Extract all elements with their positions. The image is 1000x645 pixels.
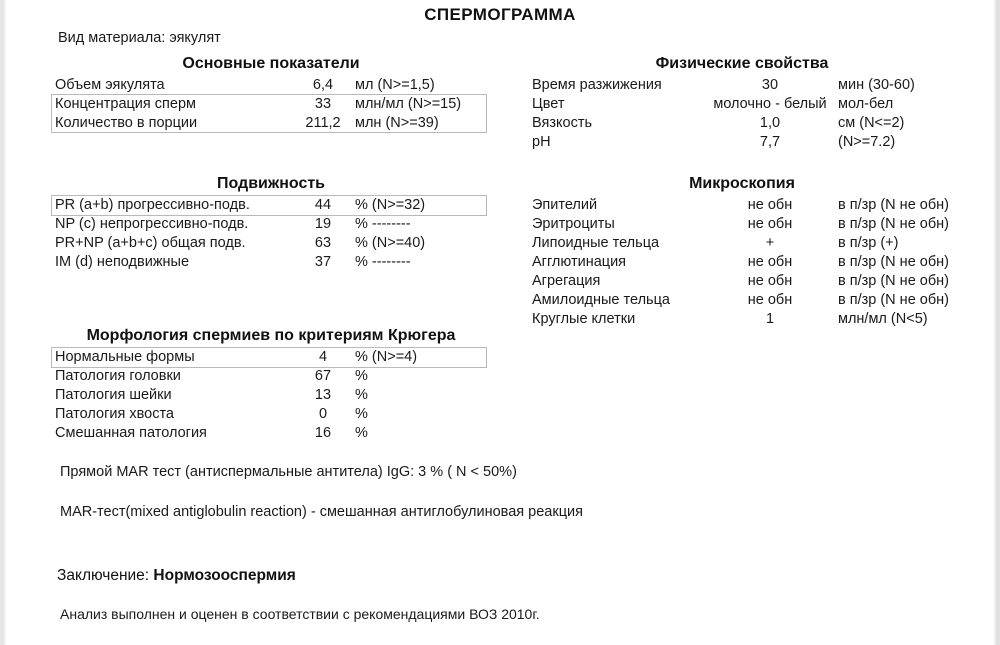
- row-label: Эпителий: [532, 197, 598, 213]
- row-unit: мин (30-60): [838, 77, 915, 93]
- microscopy-rows: [532, 196, 952, 329]
- row-label: IM (d) неподвижные: [55, 254, 190, 270]
- conclusion-line: [57, 567, 296, 585]
- table-row: [55, 114, 487, 133]
- section-title-basic-indicators: Основные показатели: [182, 55, 360, 72]
- row-label: Эритроциты: [532, 216, 615, 232]
- row-value: 67: [314, 368, 332, 384]
- row-label: Смешанная патология: [55, 425, 207, 441]
- row-unit: в п/зр (N не обн): [838, 197, 949, 213]
- row-value: не обн: [747, 273, 793, 289]
- row-value: 44: [314, 197, 332, 213]
- row-unit: %: [355, 368, 368, 384]
- material-type-line: Вид материала: эякулят: [58, 30, 221, 46]
- row-unit: (N>=7.2): [838, 134, 896, 150]
- row-label: Амилоидные тельца: [532, 292, 670, 308]
- row-unit: % (N>=32): [355, 197, 426, 213]
- row-unit: мол-бел: [838, 96, 894, 112]
- row-value: не обн: [747, 254, 793, 270]
- table-row: [532, 114, 952, 133]
- row-label: Патология головки: [55, 368, 181, 384]
- page-edge-left-shadow: [0, 0, 7, 645]
- row-label: Патология шейки: [55, 387, 172, 403]
- table-row: [532, 272, 952, 291]
- row-unit: % (N>=40): [355, 235, 426, 251]
- row-unit: млн/мл (N<5): [838, 311, 928, 327]
- motility-rows: [55, 196, 487, 272]
- conclusion-value: Нормозооспермия: [153, 567, 296, 584]
- row-label: Концентрация сперм: [55, 96, 196, 112]
- row-unit: %: [355, 387, 368, 403]
- row-value: 6,4: [312, 77, 334, 93]
- section-morphology: [55, 327, 487, 443]
- row-value: 211,2: [305, 115, 341, 131]
- row-label: PR (a+b) прогрессивно-подв.: [55, 197, 250, 213]
- row-unit: % --------: [355, 216, 411, 232]
- row-label: Нормальные формы: [55, 349, 195, 365]
- section-basic-indicators: [55, 55, 487, 133]
- row-label: NP (c) непрогрессивно-подв.: [55, 216, 249, 232]
- physical-properties-rows: [532, 76, 952, 152]
- row-unit: %: [355, 406, 368, 422]
- row-label: Круглые клетки: [532, 311, 636, 327]
- table-row: [55, 196, 487, 215]
- mar-test-explanation-line: MAR-тест(mixed antiglobulin reaction) - смешанная антиглобулиновая реакция: [60, 504, 583, 520]
- row-unit: в п/зр (N не обн): [838, 292, 949, 308]
- row-unit: в п/зр (N не обн): [838, 273, 949, 289]
- row-label: Липоидные тельца: [532, 235, 660, 251]
- row-label: PR+NP (a+b+c) общая подв.: [55, 235, 246, 251]
- row-value: молочно - белый: [713, 96, 827, 112]
- row-value: +: [765, 235, 775, 251]
- conclusion-footnote: Анализ выполнен и оценен в соответствии с рекомендациями ВОЗ 2010г.: [60, 606, 540, 622]
- row-unit: в п/зр (+): [838, 235, 899, 251]
- row-label: Цвет: [532, 96, 565, 112]
- row-unit: млн (N>=39): [355, 115, 439, 131]
- row-value: 37: [314, 254, 332, 270]
- table-row: [532, 95, 952, 114]
- section-title-motility: Подвижность: [216, 175, 326, 192]
- table-row: [532, 234, 952, 253]
- table-row: [55, 367, 487, 386]
- row-unit: % --------: [355, 254, 411, 270]
- row-value: 4: [318, 349, 328, 365]
- row-value: 19: [314, 216, 332, 232]
- row-label: Вязкость: [532, 115, 593, 131]
- table-row: [532, 310, 952, 329]
- row-label: Объем эякулята: [55, 77, 165, 93]
- row-label: Патология хвоста: [55, 406, 174, 422]
- page-edge-right-shadow: [993, 0, 1000, 645]
- table-row: [55, 424, 487, 443]
- table-row: [55, 234, 487, 253]
- row-value: не обн: [747, 216, 793, 232]
- row-value: 13: [314, 387, 332, 403]
- row-unit: мл (N>=1,5): [355, 77, 435, 93]
- table-row: [532, 76, 952, 95]
- section-physical-properties: [532, 55, 952, 152]
- section-title-morphology: Морфология спермиев по критериям Крюгера: [86, 327, 456, 344]
- row-value: не обн: [747, 197, 793, 213]
- conclusion-label: Заключение:: [57, 567, 154, 584]
- row-value: 16: [314, 425, 332, 441]
- row-value: 1,0: [759, 115, 781, 131]
- row-value: не обн: [747, 292, 793, 308]
- table-row: [55, 386, 487, 405]
- table-row: [55, 348, 487, 367]
- table-row: [55, 95, 487, 114]
- row-unit: % (N>=4): [355, 349, 418, 365]
- table-row: [532, 133, 952, 152]
- table-row: [55, 405, 487, 424]
- row-value: 0: [318, 406, 328, 422]
- row-label: Агрегация: [532, 273, 601, 289]
- table-row: [532, 215, 952, 234]
- row-label: pH: [532, 134, 551, 150]
- table-row: [532, 291, 952, 310]
- table-row: [55, 76, 487, 95]
- section-microscopy: [532, 175, 952, 329]
- section-motility: [55, 175, 487, 272]
- table-row: [532, 253, 952, 272]
- table-row: [55, 253, 487, 272]
- page-title: СПЕРМОГРАММА: [424, 5, 576, 24]
- row-label: Количество в порции: [55, 115, 198, 131]
- row-label: Время разжижения: [532, 77, 662, 93]
- table-row: [532, 196, 952, 215]
- mar-test-result-line: Прямой MAR тест (антиспермальные антитела) IgG: 3 % ( N < 50%): [60, 464, 517, 480]
- section-title-physical-properties: Физические свойства: [655, 55, 829, 72]
- row-unit: в п/зр (N не обн): [838, 216, 949, 232]
- table-row: [55, 215, 487, 234]
- basic-indicators-rows: [55, 76, 487, 133]
- row-value: 30: [761, 77, 779, 93]
- row-label: Агглютинация: [532, 254, 627, 270]
- row-value: 1: [765, 311, 775, 327]
- row-value: 63: [314, 235, 332, 251]
- section-title-microscopy: Микроскопия: [689, 175, 795, 192]
- morphology-rows: [55, 348, 487, 443]
- row-unit: %: [355, 425, 368, 441]
- row-unit: млн/мл (N>=15): [355, 96, 462, 112]
- row-value: 7,7: [759, 134, 781, 150]
- row-unit: в п/зр (N не обн): [838, 254, 949, 270]
- row-unit: см (N<=2): [838, 115, 905, 131]
- row-value: 33: [314, 96, 332, 112]
